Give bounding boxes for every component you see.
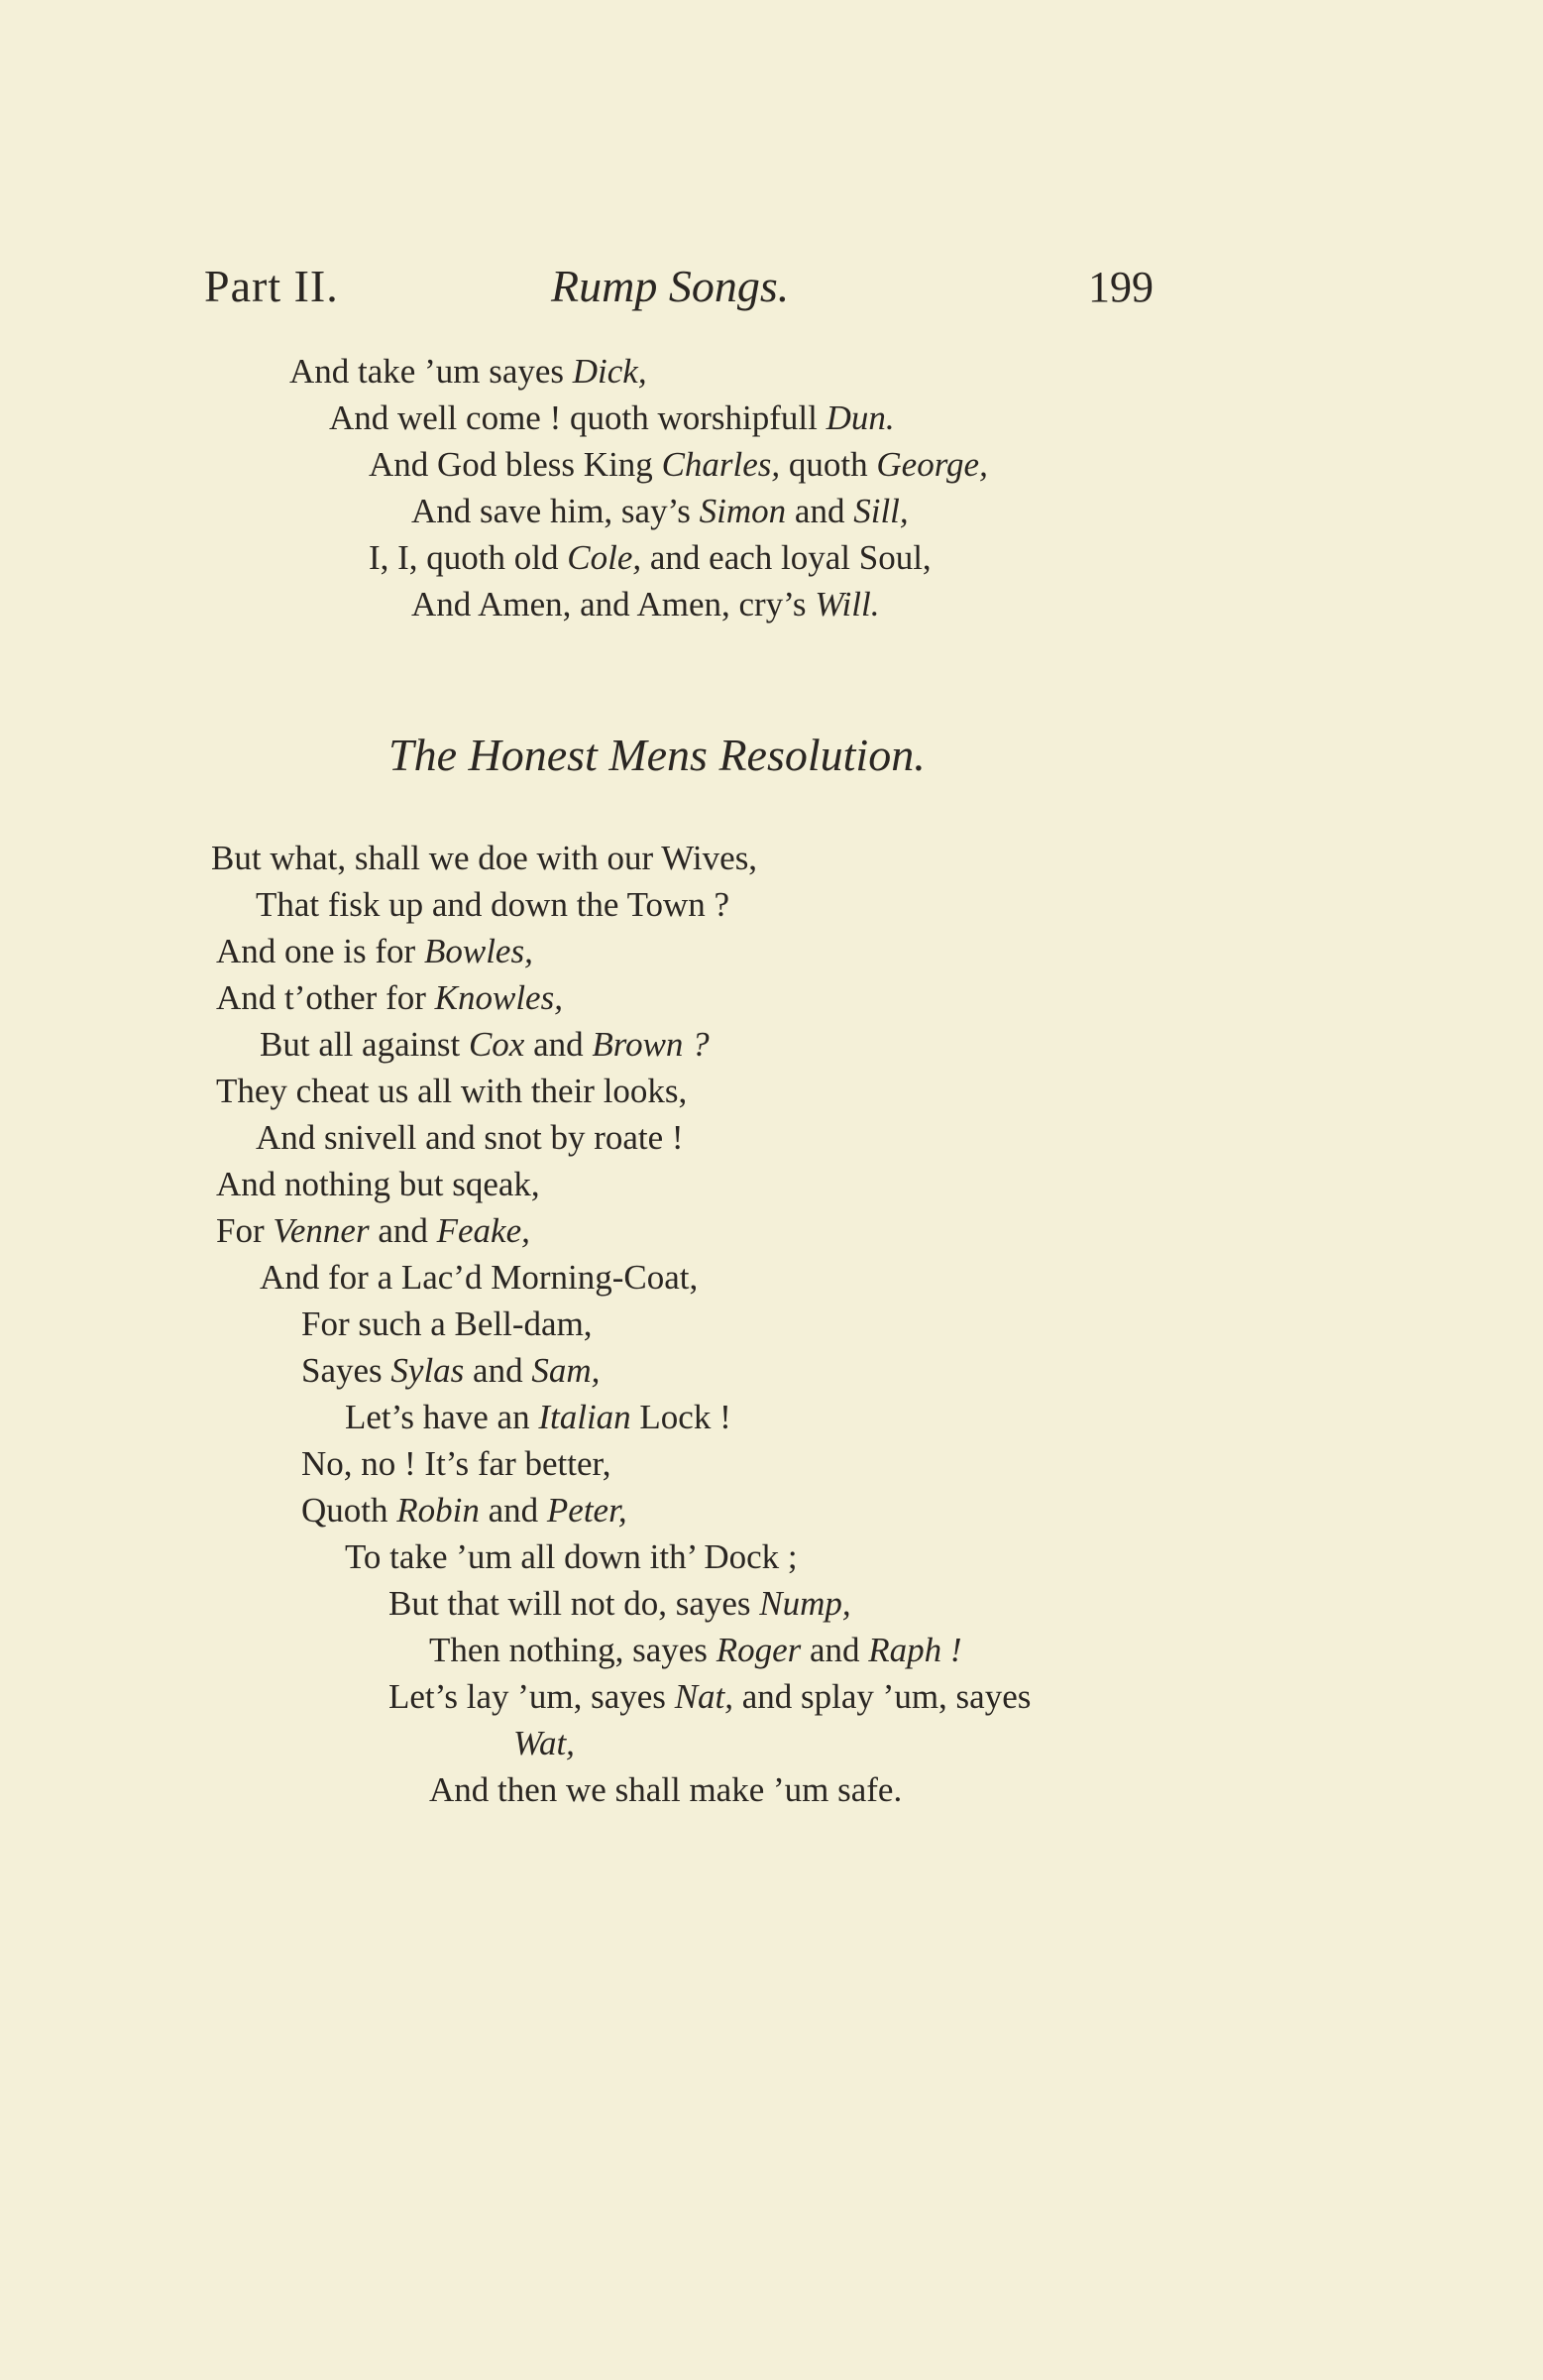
stanza-line: [289, 349, 647, 395]
page-number: 199: [1088, 263, 1154, 311]
song-line: [429, 1628, 962, 1673]
text-segment: quoth: [780, 445, 877, 484]
text-segment: And t’other for: [216, 978, 435, 1017]
song-line: [211, 836, 757, 881]
text-segment: And then we shall make ’um safe.: [429, 1770, 903, 1809]
text-segment: Let’s lay ’um, sayes: [388, 1677, 675, 1716]
italic-name: Cole,: [567, 538, 642, 577]
text-segment: And well come ! quoth worshipfull: [329, 398, 827, 437]
italic-name: Roger: [716, 1631, 802, 1669]
song-line: [388, 1674, 1031, 1720]
stanza-line: [411, 582, 879, 627]
text-segment: And God bless King: [369, 445, 662, 484]
italic-name: Peter,: [546, 1491, 627, 1530]
song-title: The Honest Mens Resolution.: [388, 730, 926, 780]
text-segment: And snivell and snot by roate !: [256, 1118, 684, 1157]
text-segment: and: [786, 492, 854, 530]
text-segment: And save him, say’s: [411, 492, 700, 530]
text-segment: No, no ! It’s far better,: [301, 1444, 611, 1483]
italic-name: Sam,: [531, 1351, 601, 1390]
italic-name: Brown ?: [592, 1025, 710, 1064]
text-segment: But what, shall we doe with our Wives,: [211, 839, 758, 877]
song-line: [388, 1581, 851, 1627]
italic-name: Feake,: [436, 1211, 530, 1250]
song-line: [216, 929, 533, 974]
text-segment: and: [801, 1631, 869, 1669]
italic-name: Knowles,: [434, 978, 563, 1017]
song-line: [216, 1069, 687, 1114]
text-segment: And nothing but sqeak,: [216, 1165, 540, 1203]
song-line: [301, 1488, 627, 1533]
part-label: Part II.: [204, 261, 339, 311]
italic-name: Nump,: [759, 1584, 851, 1623]
song-line: [301, 1302, 593, 1347]
text-segment: And for a Lac’d Morning-Coat,: [260, 1258, 699, 1297]
stanza-line: [411, 489, 909, 534]
text-segment: And Amen, and Amen, cry’s: [411, 585, 816, 623]
song-line: [216, 1208, 530, 1254]
song-line: [216, 1162, 540, 1207]
text-segment: and: [464, 1351, 532, 1390]
italic-name: Will.: [815, 585, 880, 623]
italic-name: Raph !: [868, 1631, 962, 1669]
song-line: [429, 1767, 902, 1813]
italic-name: Dun.: [826, 398, 895, 437]
text-segment: But all against: [260, 1025, 469, 1064]
italic-name: Wat,: [513, 1724, 575, 1762]
italic-name: Robin: [396, 1491, 480, 1530]
text-segment: But that will not do, sayes: [388, 1584, 760, 1623]
song-line: [260, 1255, 698, 1301]
text-segment: and: [479, 1491, 547, 1530]
text-segment: And one is for: [216, 932, 424, 970]
book-title: Rump Songs.: [551, 261, 790, 311]
song-line: [260, 1022, 710, 1068]
running-head: [0, 260, 1543, 319]
text-segment: Sayes: [301, 1351, 391, 1390]
italic-name: Cox: [468, 1025, 525, 1064]
italic-name: Bowles,: [423, 932, 533, 970]
song-line: [345, 1395, 731, 1440]
italic-name: Sill,: [853, 492, 909, 530]
song-line: [301, 1348, 600, 1394]
stanza-line: [369, 442, 988, 488]
italic-name: Nat,: [674, 1677, 734, 1716]
italic-name: Dick,: [572, 352, 647, 391]
text-segment: and each loyal Soul,: [641, 538, 932, 577]
stanza-line: [329, 396, 895, 441]
italic-name: George,: [876, 445, 988, 484]
text-segment: And take ’um sayes: [289, 352, 573, 391]
text-segment: Let’s have an: [345, 1398, 539, 1436]
song-line: [256, 882, 729, 928]
text-segment: For: [216, 1211, 274, 1250]
italic-name: Simon: [699, 492, 787, 530]
italic-name: Sylas: [390, 1351, 465, 1390]
text-segment: Then nothing, sayes: [429, 1631, 716, 1669]
text-segment: For such a Bell-dam,: [301, 1304, 593, 1343]
italic-name: Charles,: [661, 445, 781, 484]
song-line: [301, 1441, 611, 1487]
text-segment: and splay ’um, sayes: [733, 1677, 1032, 1716]
song-line: [513, 1721, 575, 1766]
text-segment: Lock !: [630, 1398, 731, 1436]
song-line: [345, 1534, 798, 1580]
text-segment: and: [524, 1025, 593, 1064]
song-line: [256, 1115, 684, 1161]
italic-name: Venner: [273, 1211, 370, 1250]
stanza-line: [369, 535, 932, 581]
text-segment: They cheat us all with their looks,: [216, 1072, 688, 1110]
text-segment: I, I, quoth old: [369, 538, 568, 577]
song-line: [216, 975, 563, 1021]
text-segment: That fisk up and down the Town ?: [256, 885, 730, 924]
text-segment: To take ’um all down ith’ Dock ;: [345, 1537, 798, 1576]
text-segment: Quoth: [301, 1491, 397, 1530]
italic-name: Italian: [538, 1398, 631, 1436]
text-segment: and: [369, 1211, 437, 1250]
